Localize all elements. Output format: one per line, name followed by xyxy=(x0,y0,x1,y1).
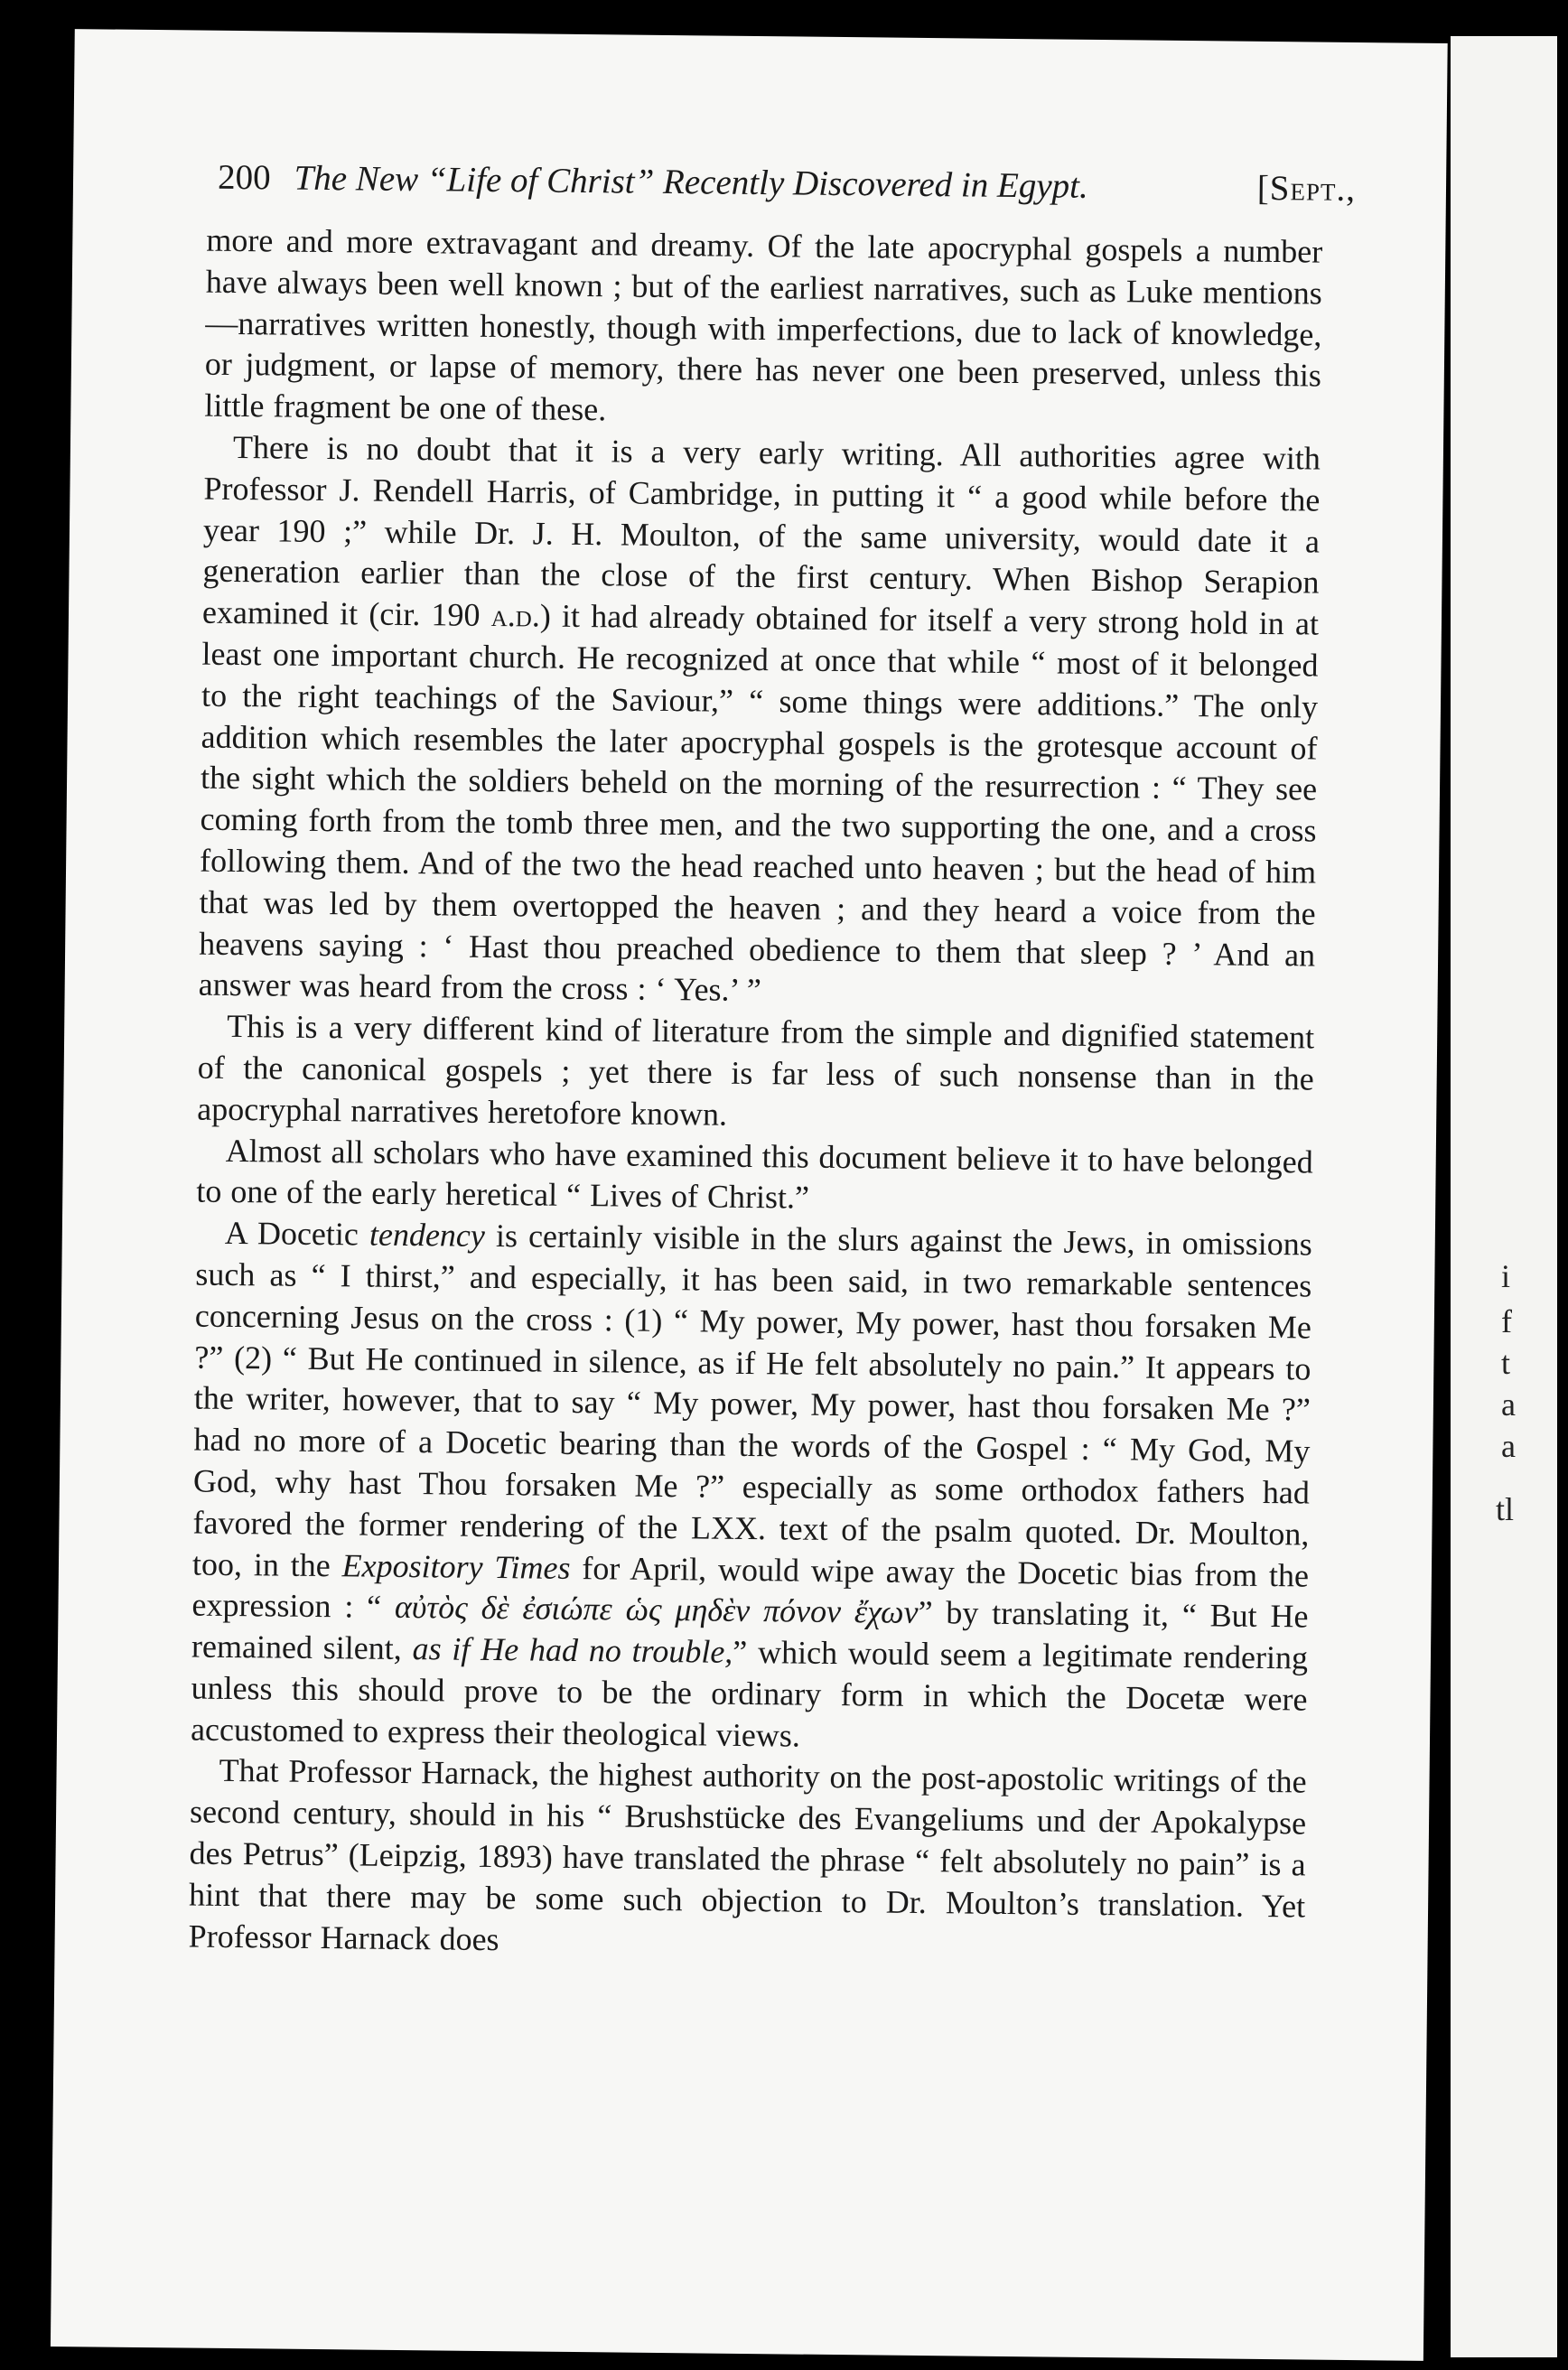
running-title: The New “Life of Christ” Recently Discovered in Egypt. xyxy=(294,158,1088,206)
text-segment: as if He had no trouble, xyxy=(412,1630,733,1670)
text-segment: a.d. xyxy=(490,597,541,634)
text-segment: more and more extravagant and dreamy. Of the late apocryphal gospels a number have always been well known ; but of the earliest narratives, such as Luke mentions—narratives written honestly, though with imperfections, due to lack of knowledge, or judgment, or lapse of memory, there has never one been preserved, unless this little fragment be one of these. xyxy=(204,221,1323,428)
text-segment: That Professor Harnack, the highest authority on the post-apostolic writings of the second century, should in his “ Brushstücke des Evangeliums und der Apokalypse des Petrus” (Leipzig, 1893) have translated the phrase “ felt absolutely no pain” is a hint that there may be some such objection to Dr. Moulton’s translation. Yet Professor Harnack does xyxy=(188,1752,1307,1957)
paragraph-6 xyxy=(188,1750,1306,1969)
paragraph-4 xyxy=(196,1130,1313,1225)
edge-letter: f xyxy=(1501,1303,1512,1339)
facing-page-edge xyxy=(1451,36,1557,2357)
text-segment: ” by translating it, “ But He remained silent, xyxy=(191,1594,1309,1667)
edge-letter: tl xyxy=(1496,1491,1515,1527)
text-segment: A Docetic xyxy=(224,1215,370,1253)
text-segment: for April, would wipe away the Docetic bias from the expression : “ xyxy=(191,1549,1310,1626)
edge-letter: a xyxy=(1501,1428,1516,1464)
text-segment: This is a very different kind of literature from the simple and dignified statement of the canonical gospels ; yet there is far less of such nonsense than in the apocryphal narratives heretofore known. xyxy=(197,1008,1315,1133)
edge-letter: a xyxy=(1501,1386,1516,1423)
running-header xyxy=(218,157,1356,210)
text-segment: tendency xyxy=(369,1216,486,1255)
paragraph-3 xyxy=(197,1006,1314,1142)
edge-letter: i xyxy=(1501,1258,1511,1294)
text-segment: There is no doubt that it is a very early writing. All authorities agree with Professor J. Rendell Harris, of Cambridge, in putting it “ a good while before the year 190 ;” while Dr. J. H. Moulton, of the same university, would date it a generation earlier than the close of the first century. When Bishop Serapion examined it (cir. 190 xyxy=(201,428,1321,634)
text-segment: ” which would seem a legitimate rendering unless this should prove to be the ordinary form in which the Docetæ were accustomed to express their theological views. xyxy=(190,1633,1309,1754)
paragraph-2 xyxy=(198,427,1321,1018)
body-text xyxy=(188,220,1322,1969)
running-date: [Sept., xyxy=(1256,168,1357,209)
text-segment: αὐτὸς δὲ ἐσιώπε ὡς μηδὲν πόνον ἔχων xyxy=(394,1589,919,1631)
text-segment: Almost all scholars who have examined this document believe it to have belonged to one of the early heretical “ Lives of Christ.” xyxy=(196,1132,1313,1217)
text-segment: ) it had already obtained for itself a very strong hold in at least one important church. He recognized at once that while “ most of it belonged to the right teachings of the Saviour,” “ some things were additions.” The only addition which resembles the later apocryphal gospels is the grotesque account of the sight which the soldiers beheld on the morning of the resurrection : “ They see coming forth from the tomb three men, and the two supporting the one, and a cross following them. And of the two the head reached unto heaven ; but the head of him that was led by them overtopped the heaven ; and they heard a voice from the heavens saying : ‘ Hast thou preached obedience to them that sleep ? ’ And an answer was heard from the cross : ‘ Yes.’ ” xyxy=(198,597,1320,1009)
paragraph-5 xyxy=(191,1213,1312,1762)
book-page xyxy=(51,29,1448,2361)
text-segment: is certainly visible in the slurs against the Jews, in omissions such as “ I thirst,” and especially, it has been said, in two remarkable sentences concerning Jesus on the cross : (1) “ My power, My power, hast thou forsaken Me ?” (2) “ But He continued in silence, as if He felt absolutely no pain.” It appears to the writer, however, that to say “ My power, My power, hast thou forsaken Me ?” had no more of a Docetic bearing than the words of the Gospel : “ My God, My God, why hast Thou forsaken Me ?” especially as some orthodox fathers had favored the former rendering of the LXX. text of the psalm quoted. Dr. Moulton, too, in the xyxy=(191,1218,1312,1583)
paragraph-1 xyxy=(204,220,1322,439)
edge-letter: t xyxy=(1501,1345,1511,1381)
page-number: 200 xyxy=(217,157,271,198)
text-segment: Expository Times xyxy=(341,1546,571,1586)
